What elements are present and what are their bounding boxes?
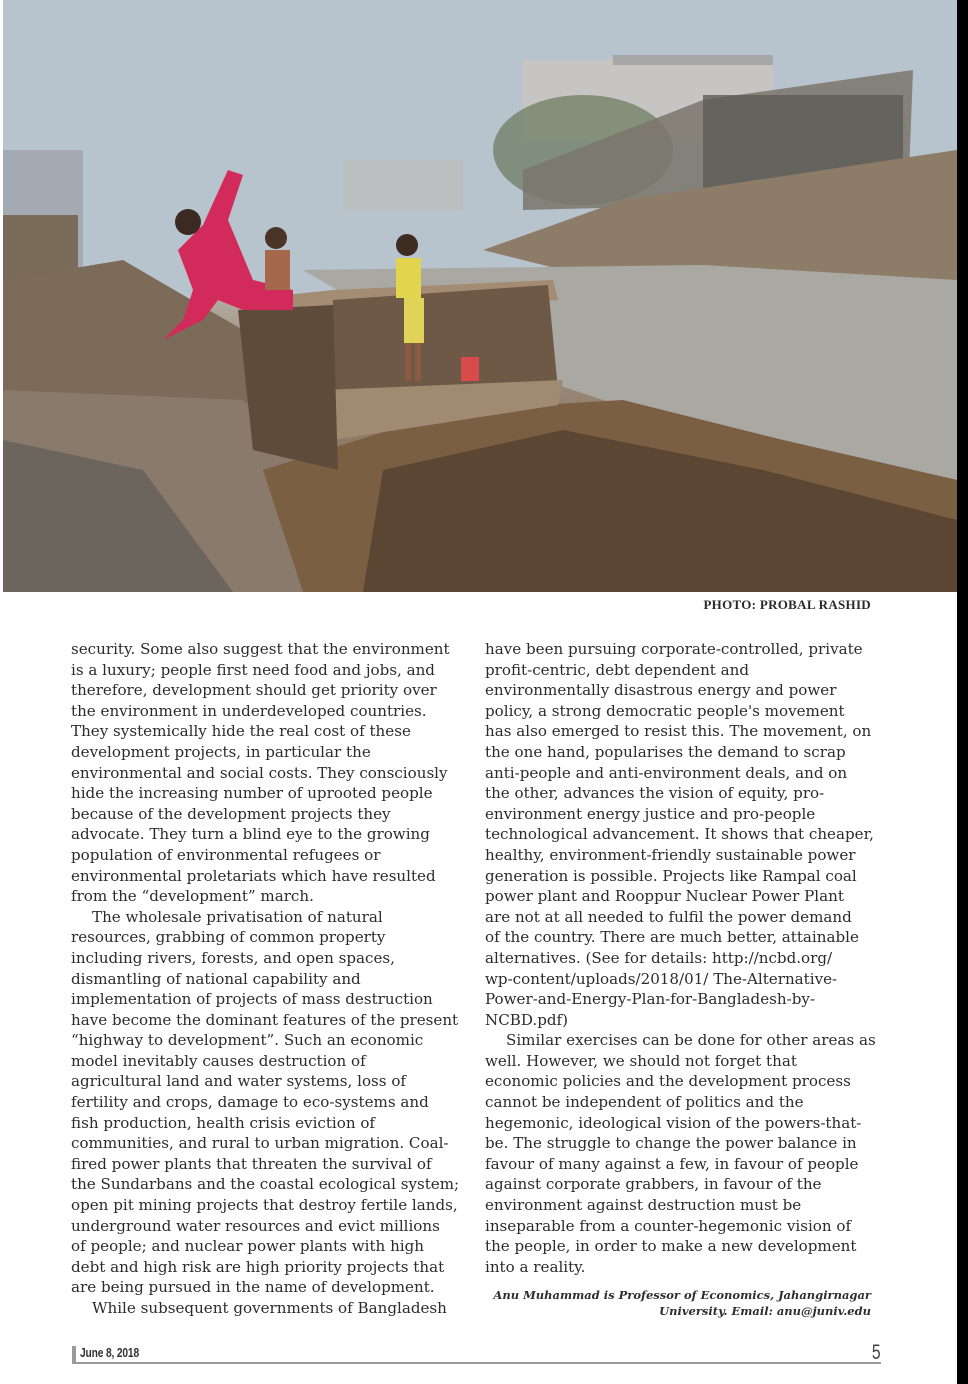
photo-illustration xyxy=(3,0,957,592)
text-line: inseparable from a counter-hegemonic vision of xyxy=(485,1216,852,1235)
text-line: from the “development” march. xyxy=(71,887,314,906)
text-line: environmentally disastrous energy and power xyxy=(485,681,837,700)
page-footer xyxy=(72,1341,881,1364)
text-line: “highway to development”. Such an economic xyxy=(71,1031,424,1050)
text-line: of people; and nuclear power plants with high xyxy=(71,1237,425,1256)
text-line: The wholesale privatisation of natural xyxy=(92,907,383,926)
text-line: anti-people and anti-environment deals, and on xyxy=(485,763,848,782)
text-line: against corporate grabbers, in favour of the xyxy=(485,1175,822,1194)
article-paragraph xyxy=(71,907,471,1298)
text-line: the other, advances the vision of equity, pro- xyxy=(485,784,825,803)
text-line: implementation of projects of mass destruction xyxy=(71,990,433,1009)
article-column-left xyxy=(71,639,471,1319)
text-line: the one hand, popularises the demand to scrap xyxy=(485,742,846,761)
article-paragraph xyxy=(71,1298,471,1319)
text-line: healthy, environment-friendly sustainable power xyxy=(485,845,856,864)
article-column-right xyxy=(485,639,885,1277)
text-line: the people, in order to make a new development xyxy=(485,1237,857,1256)
text-line: agricultural land and water systems, loss of xyxy=(71,1072,406,1091)
text-line: resources, grabbing of common property xyxy=(71,928,386,947)
article-paragraph xyxy=(485,1030,885,1277)
text-line: cannot be independent of politics and the xyxy=(485,1093,804,1112)
text-line: model inevitably causes destruction of xyxy=(71,1051,366,1070)
text-line: security. Some also suggest that the environment xyxy=(71,640,450,658)
text-line: profit-centric, debt dependent and xyxy=(485,660,750,679)
text-line: advocate. They turn a blind eye to the growing xyxy=(71,825,430,844)
author-byline xyxy=(493,1287,871,1319)
text-line: While subsequent governments of Bangladesh xyxy=(92,1299,447,1317)
byline-line-2: University. Email: anu@juniv.edu xyxy=(659,1304,871,1318)
text-line: Power-and-Energy-Plan-for-Bangladesh-by- xyxy=(485,990,815,1009)
text-line: are being pursued in the name of development. xyxy=(71,1278,435,1297)
text-line: of the country. There are much better, attainable xyxy=(485,928,859,947)
text-line: Similar exercises can be done for other areas as xyxy=(506,1031,876,1050)
text-line: hegemonic, ideological vision of the powers-that- xyxy=(485,1113,862,1132)
text-line: therefore, development should get priority over xyxy=(71,681,437,700)
text-line: policy, a strong democratic people's movement xyxy=(485,701,845,720)
text-line: economic policies and the development process xyxy=(485,1072,851,1091)
page-number: 5 xyxy=(872,1341,881,1364)
text-line: development projects, in particular the xyxy=(71,742,371,761)
text-line: technological advancement. It shows that cheaper, xyxy=(485,825,874,844)
text-line: underground water resources and evict millions xyxy=(71,1216,440,1235)
text-line: population of environmental refugees or xyxy=(71,845,381,864)
text-line: NCBD.pdf) xyxy=(485,1010,569,1029)
text-line: power plant and Rooppur Nuclear Power Plant xyxy=(485,887,844,906)
text-line: fired power plants that threaten the survival of xyxy=(71,1154,432,1173)
text-line: dismantling of national capability and xyxy=(71,969,361,988)
text-line: environmental proletariats which have resulted xyxy=(71,866,436,885)
text-line: hide the increasing number of uprooted people xyxy=(71,784,433,803)
text-line: into a reality. xyxy=(485,1257,586,1276)
issue-date: June 8, 2018 xyxy=(80,1346,140,1360)
text-line: favour of many against a few, in favour of people xyxy=(485,1154,859,1173)
text-line: including rivers, forests, and open spaces, xyxy=(71,948,395,967)
text-line: communities, and rural to urban migration. Coal- xyxy=(71,1134,449,1153)
text-line: have become the dominant features of the present xyxy=(71,1010,459,1029)
text-line: well. However, we should not forget that xyxy=(485,1051,797,1070)
article-photo xyxy=(3,0,957,592)
text-line: debt and high risk are high priority projects that xyxy=(71,1257,445,1276)
text-line: is a luxury; people first need food and jobs, and xyxy=(71,660,435,679)
text-line: be. The struggle to change the power balance in xyxy=(485,1134,857,1153)
text-line: the Sundarbans and the coastal ecological system; xyxy=(71,1175,460,1194)
text-line: are not at all needed to fulfil the power demand xyxy=(485,907,852,926)
text-line: alternatives. (See for details: http://ncbd.org/ xyxy=(485,948,833,967)
text-line: environment energy justice and pro-people xyxy=(485,804,816,823)
text-line: the environment in underdeveloped countries. xyxy=(71,701,427,720)
text-line: environmental and social costs. They consciously xyxy=(71,763,448,782)
text-line: fish production, health crisis eviction of xyxy=(71,1113,376,1132)
footer-marker xyxy=(72,1346,76,1362)
text-line: They systemically hide the real cost of these xyxy=(71,722,411,741)
text-line: have been pursuing corporate-controlled, private xyxy=(485,640,863,658)
text-line: open pit mining projects that destroy fertile lands, xyxy=(71,1196,458,1215)
text-line: because of the development projects they xyxy=(71,804,391,823)
text-line: environment against destruction must be xyxy=(485,1196,802,1215)
text-line: has also emerged to resist this. The movement, on xyxy=(485,722,872,741)
byline-line-1: Anu Muhammad is Professor of Economics, Jahangirnagar xyxy=(493,1288,871,1302)
photo-credit: PHOTO: PROBAL RASHID xyxy=(703,597,871,612)
page-edge-strip xyxy=(957,0,968,1384)
article-paragraph xyxy=(485,639,885,1030)
text-line: generation is possible. Projects like Rampal coal xyxy=(485,866,857,885)
text-line: fertility and crops, damage to eco-systems and xyxy=(71,1093,429,1112)
article-paragraph xyxy=(71,639,471,907)
text-line: wp-content/uploads/2018/01/ The-Alternative- xyxy=(485,969,838,988)
